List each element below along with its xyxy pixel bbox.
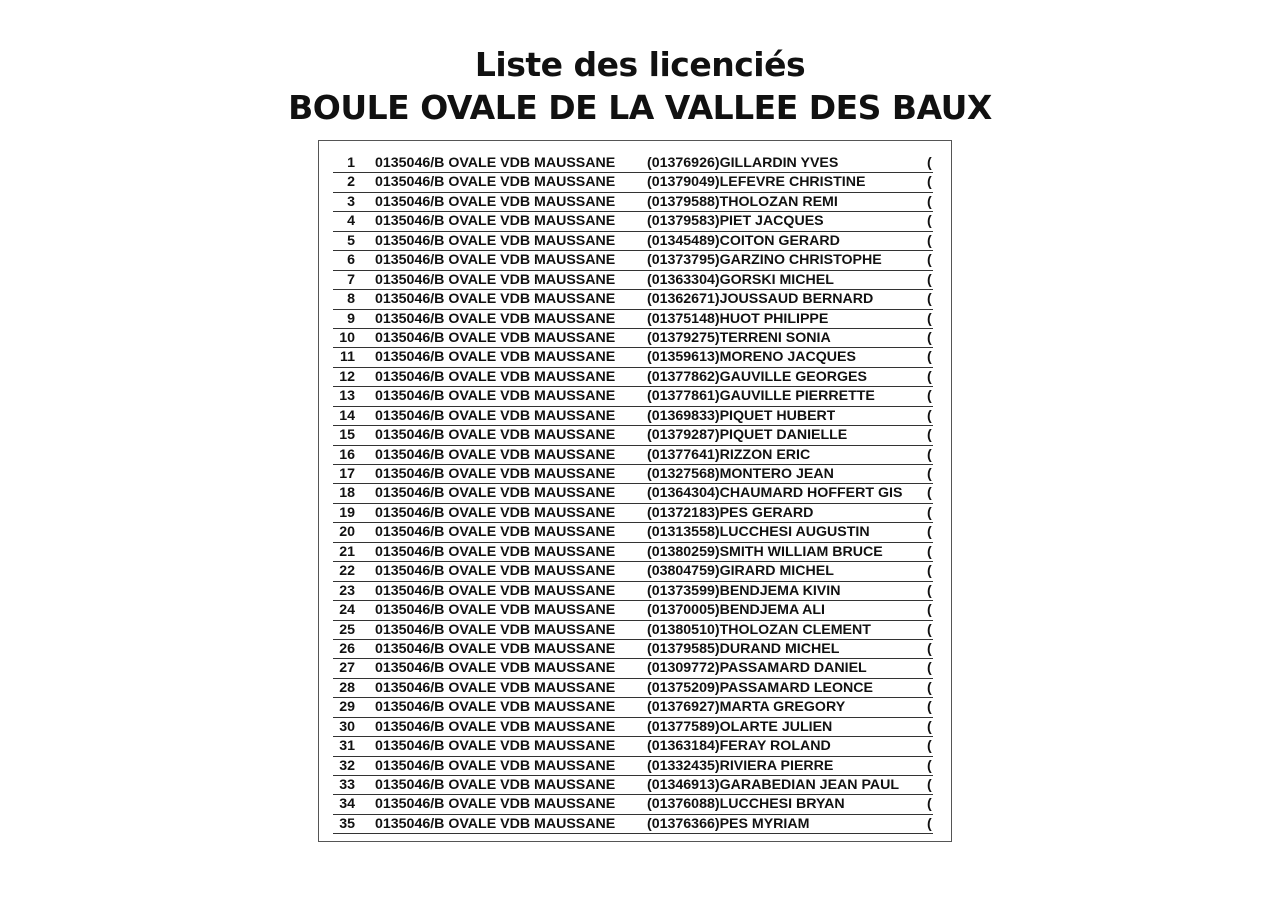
- licence-holder: (03804759)GIRARD MICHEL: [647, 563, 834, 580]
- row-number: 16: [339, 446, 355, 463]
- licence-holder: (01363184)FERAY ROLAND: [647, 738, 831, 755]
- list-item: [333, 465, 933, 484]
- club-code: 0135046/B OVALE VDB MAUSSANE: [375, 679, 616, 696]
- row-number: 30: [339, 718, 355, 735]
- licence-holder: (01345489)COITON GERARD: [647, 232, 840, 249]
- row-tail: (: [927, 427, 932, 444]
- club-name-heading: BOULE OVALE DE LA VALLEE DES BAUX: [288, 88, 992, 127]
- club-code: 0135046/B OVALE VDB MAUSSANE: [375, 621, 616, 638]
- list-item: [333, 621, 933, 640]
- row-tail: (: [927, 815, 932, 832]
- row-number: 10: [339, 329, 355, 346]
- row-number: 15: [339, 427, 355, 444]
- list-item: [333, 232, 933, 251]
- row-tail: (: [927, 174, 932, 191]
- row-tail: (: [927, 602, 932, 619]
- licence-holder: (01379583)PIET JACQUES: [647, 213, 824, 230]
- row-number: 5: [347, 232, 355, 249]
- row-number: 31: [339, 738, 355, 755]
- licence-holder: (01372183)PES GERARD: [647, 504, 814, 521]
- club-code: 0135046/B OVALE VDB MAUSSANE: [375, 213, 616, 230]
- row-number: 35: [339, 815, 355, 832]
- list-item: [333, 348, 933, 367]
- row-tail: (: [927, 271, 932, 288]
- licence-holder: (01376088)LUCCHESI BRYAN: [647, 796, 845, 813]
- licence-holder: (01362671)JOUSSAUD BERNARD: [647, 291, 874, 308]
- licence-holder: (01377861)GAUVILLE PIERRETTE: [647, 388, 875, 405]
- row-number: 24: [339, 602, 355, 619]
- list-item: [333, 698, 933, 717]
- licensee-list: [318, 140, 952, 842]
- licence-holder: (01309772)PASSAMARD DANIEL: [647, 660, 867, 677]
- club-code: 0135046/B OVALE VDB MAUSSANE: [375, 252, 616, 269]
- licence-holder: (01375148)HUOT PHILIPPE: [647, 310, 829, 327]
- licence-holder: (01379275)TERRENI SONIA: [647, 329, 831, 346]
- licence-holder: (01363304)GORSKI MICHEL: [647, 271, 834, 288]
- licence-holder: (01376366)PES MYRIAM: [647, 815, 810, 832]
- club-code: 0135046/B OVALE VDB MAUSSANE: [375, 738, 616, 755]
- club-code: 0135046/B OVALE VDB MAUSSANE: [375, 757, 616, 774]
- club-code: 0135046/B OVALE VDB MAUSSANE: [375, 329, 616, 346]
- club-code: 0135046/B OVALE VDB MAUSSANE: [375, 699, 616, 716]
- row-tail: (: [927, 446, 932, 463]
- club-code: 0135046/B OVALE VDB MAUSSANE: [375, 582, 616, 599]
- row-number: 17: [339, 466, 355, 482]
- licence-holder: (01369833)PIQUET HUBERT: [647, 407, 836, 424]
- row-number: 34: [339, 796, 355, 813]
- row-tail: (: [927, 524, 932, 541]
- licence-holder: (01332435)RIVIERA PIERRE: [647, 757, 834, 774]
- row-tail: (: [927, 155, 932, 171]
- list-item: [333, 446, 933, 465]
- club-code: 0135046/B OVALE VDB MAUSSANE: [375, 446, 616, 463]
- row-tail: (: [927, 757, 932, 774]
- list-item: [333, 523, 933, 542]
- club-code: 0135046/B OVALE VDB MAUSSANE: [375, 504, 616, 521]
- row-tail: (: [927, 368, 932, 385]
- row-tail: (: [927, 738, 932, 755]
- list-item: [333, 290, 933, 309]
- club-code: 0135046/B OVALE VDB MAUSSANE: [375, 193, 616, 210]
- list-item: [333, 659, 933, 678]
- row-number: 25: [339, 621, 355, 638]
- list-item: [333, 679, 933, 698]
- row-tail: (: [927, 291, 932, 308]
- list-item: [333, 173, 933, 192]
- row-tail: (: [927, 232, 932, 249]
- licensee-rows: [333, 154, 933, 834]
- row-tail: (: [927, 543, 932, 560]
- licence-holder: (01377641)RIZZON ERIC: [647, 446, 811, 463]
- club-code: 0135046/B OVALE VDB MAUSSANE: [375, 660, 616, 677]
- row-tail: (: [927, 504, 932, 521]
- list-item: [333, 815, 933, 834]
- row-tail: (: [927, 213, 932, 230]
- club-code: 0135046/B OVALE VDB MAUSSANE: [375, 368, 616, 385]
- row-tail: (: [927, 466, 932, 482]
- row-tail: (: [927, 718, 932, 735]
- row-number: 9: [347, 310, 355, 327]
- licence-holder: (01379585)DURAND MICHEL: [647, 640, 840, 657]
- list-item: [333, 640, 933, 659]
- row-number: 3: [347, 193, 355, 210]
- club-code: 0135046/B OVALE VDB MAUSSANE: [375, 232, 616, 249]
- licence-holder: (01379049)LEFEVRE CHRISTINE: [647, 174, 866, 191]
- row-number: 28: [339, 679, 355, 696]
- row-number: 26: [339, 640, 355, 657]
- club-code: 0135046/B OVALE VDB MAUSSANE: [375, 155, 616, 171]
- row-number: 19: [339, 504, 355, 521]
- licence-holder: (01380510)THOLOZAN CLEMENT: [647, 621, 871, 638]
- list-item: [333, 387, 933, 406]
- licence-holder: (01370005)BENDJEMA ALI: [647, 602, 825, 619]
- licence-holder: (01375209)PASSAMARD LEONCE: [647, 679, 874, 696]
- row-number: 23: [339, 582, 355, 599]
- club-code: 0135046/B OVALE VDB MAUSSANE: [375, 815, 616, 832]
- row-tail: (: [927, 388, 932, 405]
- page-title: Liste des licenciés: [474, 45, 806, 84]
- row-tail: (: [927, 329, 932, 346]
- list-item: [333, 757, 933, 776]
- list-item: [333, 154, 933, 173]
- row-number: 14: [339, 407, 355, 424]
- club-code: 0135046/B OVALE VDB MAUSSANE: [375, 427, 616, 444]
- row-number: 27: [339, 660, 355, 677]
- list-item: [333, 484, 933, 503]
- club-code: 0135046/B OVALE VDB MAUSSANE: [375, 291, 616, 308]
- licence-holder: (01364304)CHAUMARD HOFFERT GIS: [647, 485, 903, 502]
- row-number: 1: [347, 155, 355, 171]
- licence-holder: (01346913)GARABEDIAN JEAN PAUL: [647, 777, 900, 793]
- list-item: [333, 776, 933, 795]
- club-code: 0135046/B OVALE VDB MAUSSANE: [375, 563, 616, 580]
- row-tail: (: [927, 796, 932, 813]
- licence-holder: (01376927)MARTA GREGORY: [647, 699, 846, 716]
- club-code: 0135046/B OVALE VDB MAUSSANE: [375, 485, 616, 502]
- club-code: 0135046/B OVALE VDB MAUSSANE: [375, 174, 616, 191]
- row-number: 8: [347, 291, 355, 308]
- row-tail: (: [927, 640, 932, 657]
- list-item: [333, 271, 933, 290]
- row-tail: (: [927, 310, 932, 327]
- licence-holder: (01376926)GILLARDIN YVES: [647, 155, 839, 171]
- row-tail: (: [927, 699, 932, 716]
- licence-holder: (01373795)GARZINO CHRISTOPHE: [647, 252, 882, 269]
- row-number: 12: [339, 368, 355, 385]
- licence-holder: (01327568)MONTERO JEAN: [647, 466, 834, 482]
- row-number: 21: [339, 543, 355, 560]
- list-item: [333, 601, 933, 620]
- row-tail: (: [927, 193, 932, 210]
- club-code: 0135046/B OVALE VDB MAUSSANE: [375, 640, 616, 657]
- row-tail: (: [927, 563, 932, 580]
- licence-holder: (01379588)THOLOZAN REMI: [647, 193, 838, 210]
- list-item: [333, 251, 933, 270]
- row-tail: (: [927, 679, 932, 696]
- list-item: [333, 212, 933, 231]
- club-code: 0135046/B OVALE VDB MAUSSANE: [375, 796, 616, 813]
- club-code: 0135046/B OVALE VDB MAUSSANE: [375, 524, 616, 541]
- club-code: 0135046/B OVALE VDB MAUSSANE: [375, 543, 616, 560]
- club-code: 0135046/B OVALE VDB MAUSSANE: [375, 407, 616, 424]
- list-item: [333, 795, 933, 814]
- club-code: 0135046/B OVALE VDB MAUSSANE: [375, 388, 616, 405]
- row-number: 18: [339, 485, 355, 502]
- row-tail: (: [927, 660, 932, 677]
- club-code: 0135046/B OVALE VDB MAUSSANE: [375, 271, 616, 288]
- licence-holder: (01373599)BENDJEMA KIVIN: [647, 582, 841, 599]
- row-number: 11: [340, 349, 355, 366]
- list-item: [333, 543, 933, 562]
- row-tail: (: [927, 349, 932, 366]
- row-number: 20: [339, 524, 355, 541]
- licence-holder: (01377862)GAUVILLE GEORGES: [647, 368, 867, 385]
- row-number: 7: [347, 271, 355, 288]
- club-code: 0135046/B OVALE VDB MAUSSANE: [375, 466, 616, 482]
- row-tail: (: [927, 582, 932, 599]
- list-item: [333, 407, 933, 426]
- list-item: [333, 562, 933, 581]
- list-item: [333, 310, 933, 329]
- row-number: 29: [339, 699, 355, 716]
- row-number: 6: [347, 252, 355, 269]
- row-tail: (: [927, 621, 932, 638]
- licence-holder: (01359613)MORENO JACQUES: [647, 349, 856, 366]
- row-tail: (: [927, 485, 932, 502]
- club-code: 0135046/B OVALE VDB MAUSSANE: [375, 349, 616, 366]
- list-item: [333, 737, 933, 756]
- list-item: [333, 426, 933, 445]
- row-number: 2: [347, 174, 355, 191]
- row-tail: (: [927, 777, 932, 793]
- row-number: 32: [339, 757, 355, 774]
- row-number: 22: [339, 563, 355, 580]
- list-item: [333, 718, 933, 737]
- list-item: [333, 582, 933, 601]
- row-tail: (: [927, 252, 932, 269]
- row-number: 13: [339, 388, 355, 405]
- list-item: [333, 368, 933, 387]
- row-number: 33: [339, 777, 355, 793]
- club-code: 0135046/B OVALE VDB MAUSSANE: [375, 718, 616, 735]
- licence-holder: (01379287)PIQUET DANIELLE: [647, 427, 848, 444]
- row-tail: (: [927, 407, 932, 424]
- row-number: 4: [347, 213, 355, 230]
- list-item: [333, 329, 933, 348]
- list-item: [333, 193, 933, 212]
- list-item: [333, 504, 933, 523]
- licence-holder: (01380259)SMITH WILLIAM BRUCE: [647, 543, 883, 560]
- club-code: 0135046/B OVALE VDB MAUSSANE: [375, 777, 616, 793]
- club-code: 0135046/B OVALE VDB MAUSSANE: [375, 310, 616, 327]
- licence-holder: (01313558)LUCCHESI AUGUSTIN: [647, 524, 870, 541]
- licence-holder: (01377589)OLARTE JULIEN: [647, 718, 833, 735]
- club-code: 0135046/B OVALE VDB MAUSSANE: [375, 602, 616, 619]
